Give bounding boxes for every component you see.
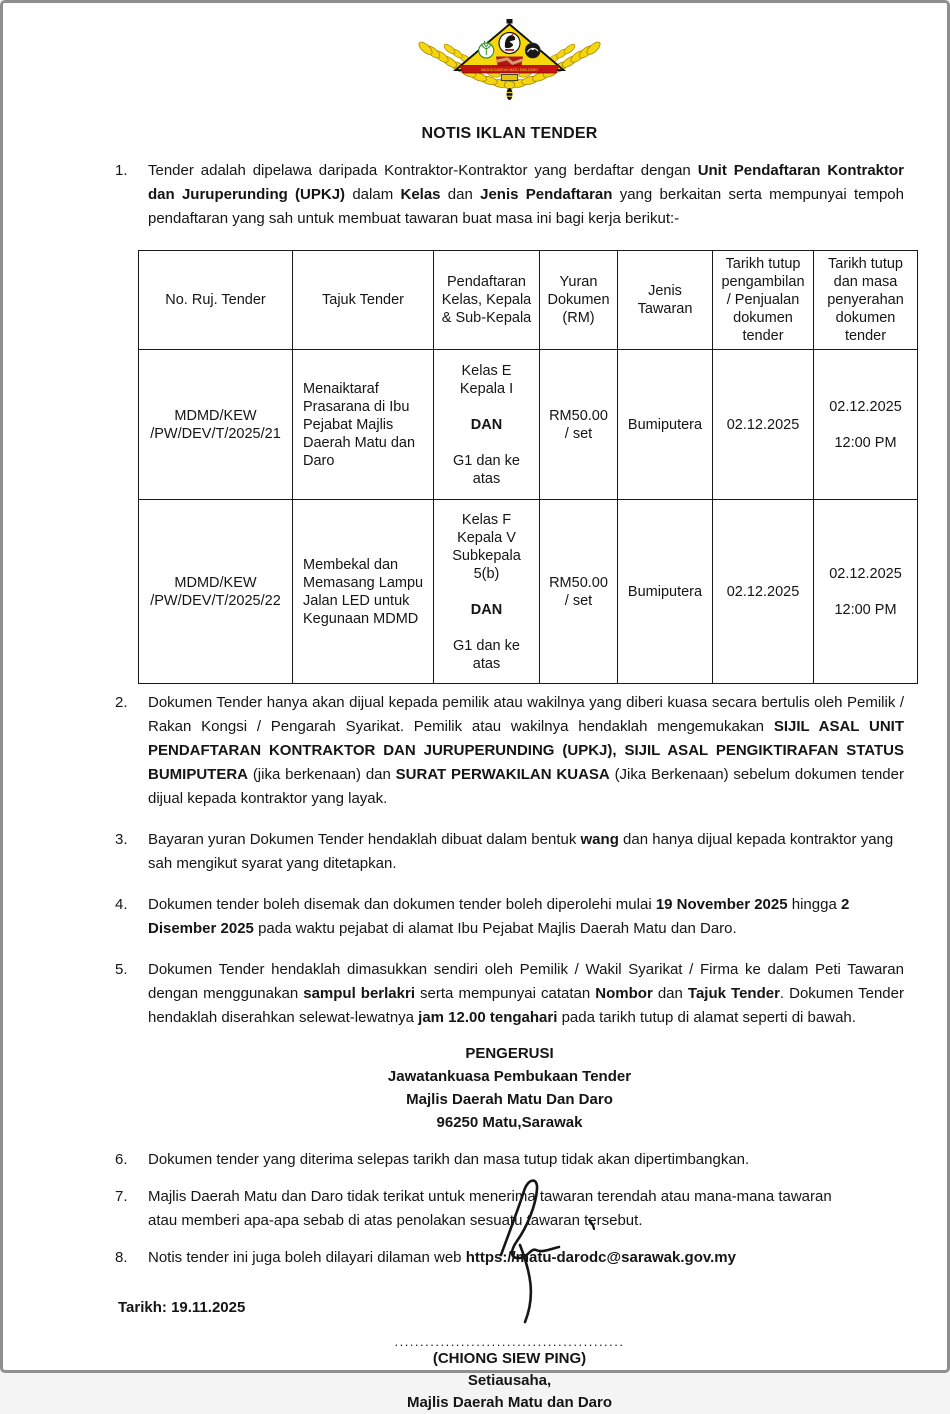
item-text: Dokumen tender boleh disemak dan dokumen tender boleh diperolehi mulai 19 November 2025 hingga 2 Disember 2025 pada waktu pejabat di alamat Ibu Pejabat Majlis Daerah Matu dan Daro. (148, 896, 850, 937)
apex-ornament (507, 19, 513, 24)
chairman-address-block (115, 1042, 904, 1134)
item-text: Dokumen tender yang diterima selepas tarikh dan masa tutup tidak akan dipertimbangkan. (148, 1151, 750, 1168)
list-item-3 (115, 828, 904, 876)
middle-paragraphs (115, 691, 904, 1030)
column-header: Yuran Dokumen (RM) (540, 251, 618, 350)
logo-container (115, 19, 904, 111)
table-row (139, 350, 918, 500)
signatory-name: (CHIONG SIEW PING) (432, 1350, 587, 1367)
column-header: Jenis Tawaran (618, 251, 713, 350)
table-cell: 02.12.2025 (713, 350, 814, 500)
item-number: 8. (115, 1249, 128, 1266)
list-item-7 (115, 1185, 904, 1233)
bee-ornament (507, 88, 513, 100)
table-header-row (139, 251, 918, 350)
table-cell: RM50.00 / set (540, 350, 618, 500)
table-cell: Bumiputera (618, 500, 713, 684)
item-text: Dokumen Tender hendaklah dimasukkan sendiri oleh Pemilik / Wakil Syarikat / Firma ke dalam Peti Tawaran dengan menggunakan sampul berlakri serta mempunyai catatan Nombor dan Tajuk Tender. Dokumen Tender hendaklah diserahkan selewat-lewatnya jam 12.00 tengahari pada tarikh tutup di alamat seperti di bawah. (148, 961, 904, 1026)
table-cell: Kelas F Kepala V Subkepala 5(b) DAN G1 dan ke atas (434, 500, 540, 684)
majlis-daerah-matu-dan-daro-crest-icon (412, 19, 607, 106)
item-number: 6. (115, 1151, 128, 1168)
list-item-1 (115, 159, 904, 231)
table-cell: Kelas E Kepala I DAN G1 dan ke atas (434, 350, 540, 500)
address-line: Majlis Daerah Matu Dan Daro (406, 1091, 613, 1108)
item-text: Dokumen Tender hanya akan dijual kepada pemilik atau wakilnya yang diberi kuasa secara bertulis oleh Pemilik / Rakan Kongsi / Pengarah Syarikat. Pemilik atau wakilnya hendaklah mengemukakan SIJIL ASAL UNIT PENDAFTARAN KONTRAKTOR DAN JURUPERUNDING (UPKJ), SIJIL ASAL PENGIKTIRAFAN STATUS BUMIPUTERA (jika berkenaan) dan SURAT PERWAKILAN KUASA (Jika Berkenaan) sebelum dokumen tender dijual kepada kontraktor yang layak. (148, 694, 904, 807)
column-header: Tarikh tutup dan masa penyerahan dokumen tender (814, 251, 918, 350)
intro-paragraphs (115, 159, 904, 231)
list-item-6 (115, 1148, 904, 1172)
list-item-4 (115, 893, 904, 941)
table-cell: 02.12.2025 12:00 PM (814, 350, 918, 500)
item-number: 3. (115, 831, 128, 848)
item-text: Majlis Daerah Matu dan Daro tidak terikat untuk menerima tawaran terendah atau mana-mana tawaran atau memberi apa-apa sebab di atas penolakan sesuatu tawaran tersebut. (148, 1188, 832, 1229)
table-cell: MDMD/KEW /PW/DEV/T/2025/22 (139, 500, 293, 684)
table-cell: 02.12.2025 12:00 PM (814, 500, 918, 684)
item-text: Tender adalah dipelawa daripada Kontraktor-Kontraktor yang berdaftar dengan Unit Pendaftaran Kontraktor dan Juruperunding (UPKJ) dalam Kelas dan Jenis Pendaftaran yang berkaitan serta mempunyai tempoh pendaftaran yang sah untuk membuat tawaran buat masa ini bagi kerja berikut:- (148, 162, 904, 227)
page-title: NOTIS IKLAN TENDER (421, 125, 598, 142)
item-text: Bayaran yuran Dokumen Tender hendaklah dibuat dalam bentuk wang dan hanya dijual kepada kontraktor yang sah mengikut syarat yang ditetapkan. (148, 831, 894, 872)
column-header: Tarikh tutup pengambilan / Penjualan dokumen tender (713, 251, 814, 350)
signature-dotted-line: ............................................. (394, 1334, 625, 1349)
gold-plate (501, 75, 518, 81)
list-item-8 (115, 1246, 904, 1270)
table-cell: Menaiktaraf Prasarana di Ibu Pejabat Majlis Daerah Matu dan Daro (293, 350, 434, 500)
item-number: 2. (115, 694, 128, 711)
signature-block (115, 1336, 904, 1414)
tender-table (138, 250, 918, 684)
table-row (139, 500, 918, 684)
ribbon-banner-text: MAJLIS DAERAH MATU DAN DARO (481, 67, 538, 72)
address-line: PENGERUSI (465, 1045, 554, 1062)
closing-paragraphs (115, 1148, 904, 1270)
table-cell: Bumiputera (618, 350, 713, 500)
item-number: 4. (115, 896, 128, 913)
list-item-2 (115, 691, 904, 811)
list-item-5 (115, 958, 904, 1030)
signatory-role: Setiausaha, (467, 1372, 552, 1389)
table-cell: 02.12.2025 (713, 500, 814, 684)
column-header: Tajuk Tender (293, 251, 434, 350)
item-number: 5. (115, 961, 128, 978)
address-line: Jawatankuasa Pembukaan Tender (387, 1068, 632, 1085)
column-header: No. Ruj. Tender (139, 251, 293, 350)
address-line: 96250 Matu,Sarawak (436, 1114, 583, 1131)
table-cell: Membekal dan Memasang Lampu Jalan LED untuk Kegunaan MDMD (293, 500, 434, 684)
item-number: 7. (115, 1188, 128, 1205)
column-header: Pendaftaran Kelas, Kepala & Sub-Kepala (434, 251, 540, 350)
table-cell: RM50.00 / set (540, 500, 618, 684)
table-cell: MDMD/KEW /PW/DEV/T/2025/21 (139, 350, 293, 500)
signatory-organisation: Majlis Daerah Matu dan Daro (406, 1394, 613, 1411)
document-date: Tarikh: 19.11.2025 (118, 1299, 246, 1316)
item-number: 1. (115, 162, 128, 179)
item-text: Notis tender ini juga boleh dilayari dilaman web https://matu-darodc@sarawak.gov.my (148, 1249, 736, 1266)
